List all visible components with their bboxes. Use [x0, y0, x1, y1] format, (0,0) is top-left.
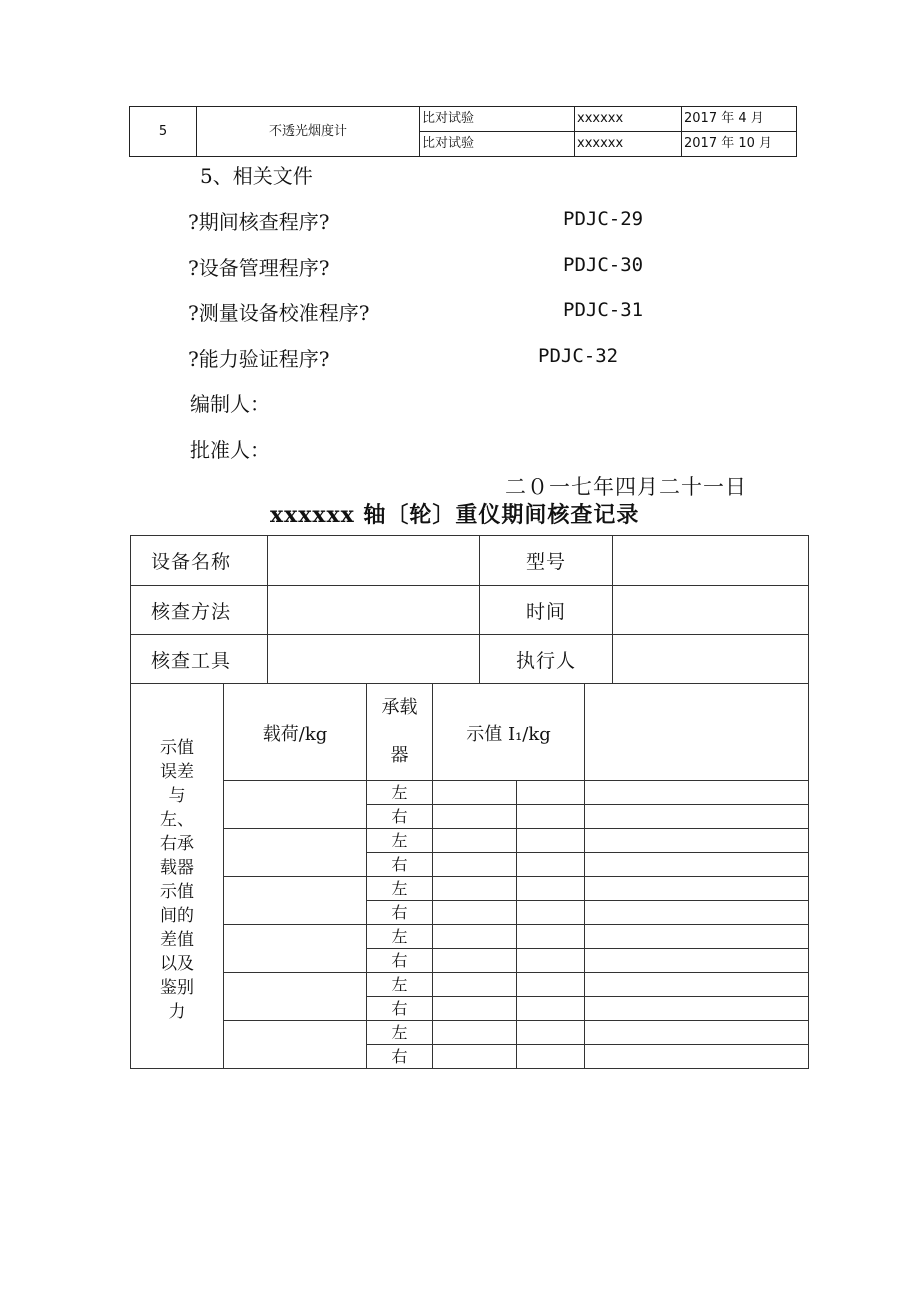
method-cell: 比对试验	[420, 107, 575, 132]
left-carrier: 左	[367, 829, 433, 853]
value-cell	[517, 949, 585, 973]
value-cell	[517, 805, 585, 829]
value-cell	[517, 997, 585, 1021]
value-cell	[517, 925, 585, 949]
left-carrier: 左	[367, 781, 433, 805]
load-cell	[224, 829, 367, 877]
value-cell	[517, 877, 585, 901]
side-label: 示值误差与左、右承载器示值间的差值以及鉴别力	[131, 684, 224, 1069]
row-index: 5	[130, 107, 197, 157]
value-cell	[433, 1021, 517, 1045]
device-name-field	[268, 536, 480, 586]
load-cell	[224, 925, 367, 973]
model-label: 型号	[480, 536, 613, 586]
document-code: PDJC-32	[538, 345, 619, 367]
model-field	[613, 536, 809, 586]
document-code: PDJC-30	[563, 254, 644, 276]
load-cell	[224, 877, 367, 925]
value-cell	[585, 781, 809, 805]
load-cell	[224, 1021, 367, 1069]
value-cell	[433, 877, 517, 901]
right-carrier: 右	[367, 1045, 433, 1069]
date-cell: 2017 年 10 月	[682, 132, 797, 157]
document-name: ?设备管理程序?	[188, 256, 330, 280]
document-code: PDJC-31	[563, 299, 644, 321]
value-cell	[585, 901, 809, 925]
document-name: ?能力验证程序?	[188, 347, 330, 371]
value-cell	[433, 853, 517, 877]
value-cell	[433, 829, 517, 853]
device-name: 不透光烟度计	[197, 107, 420, 157]
left-carrier: 左	[367, 925, 433, 949]
tool-cell: xxxxxx	[575, 107, 682, 132]
left-carrier: 左	[367, 1021, 433, 1045]
value-cell	[585, 1045, 809, 1069]
method-label: 核查方法	[131, 586, 268, 635]
document-entry	[188, 343, 619, 372]
tool-label: 核查工具	[131, 635, 268, 684]
load-header: 载荷/kg	[224, 684, 367, 781]
left-carrier: 左	[367, 877, 433, 901]
method-field	[268, 586, 480, 635]
value-cell	[585, 853, 809, 877]
record-info-table	[130, 535, 809, 684]
load-cell	[224, 973, 367, 1021]
value-cell	[517, 829, 585, 853]
carrier-header: 承载器	[367, 684, 433, 781]
value-cell	[433, 949, 517, 973]
right-carrier: 右	[367, 997, 433, 1021]
value-cell	[585, 925, 809, 949]
value-cell	[585, 1021, 809, 1045]
approved-by-label: 批准人：	[190, 438, 270, 462]
value-cell	[517, 973, 585, 997]
method-cell: 比对试验	[420, 132, 575, 157]
value-cell	[585, 829, 809, 853]
document-name: ?期间核查程序?	[188, 210, 330, 234]
executor-field	[613, 635, 809, 684]
value-cell	[517, 901, 585, 925]
record-title: xxxxxx 轴〔轮〕重仪期间核查记录	[270, 502, 640, 528]
value-cell	[433, 901, 517, 925]
value-cell	[433, 781, 517, 805]
time-field	[613, 586, 809, 635]
right-carrier: 右	[367, 805, 433, 829]
value-cell	[517, 1045, 585, 1069]
value-cell	[585, 877, 809, 901]
right-carrier: 右	[367, 949, 433, 973]
document-entry	[188, 297, 644, 326]
value-cell	[517, 1021, 585, 1045]
compiled-by-label: 编制人：	[190, 392, 270, 416]
document-code: PDJC-29	[563, 208, 644, 230]
indication-header: 示值 I₁/kg	[433, 684, 585, 781]
right-carrier: 右	[367, 853, 433, 877]
date-cell: 2017 年 4 月	[682, 107, 797, 132]
tool-field	[268, 635, 480, 684]
time-label: 时间	[480, 586, 613, 635]
section-title: 5、相关文件	[200, 164, 313, 188]
value-cell	[585, 973, 809, 997]
value-cell	[433, 997, 517, 1021]
indication-error-table	[130, 683, 809, 1069]
empty-header	[585, 684, 809, 781]
document-entry	[188, 252, 644, 281]
document-date: 二０一七年四月二十一日	[505, 475, 747, 499]
left-carrier: 左	[367, 973, 433, 997]
value-cell	[433, 805, 517, 829]
value-cell	[585, 805, 809, 829]
value-cell	[517, 853, 585, 877]
right-carrier: 右	[367, 901, 433, 925]
tool-cell: xxxxxx	[575, 132, 682, 157]
load-cell	[224, 781, 367, 829]
device-name-label: 设备名称	[131, 536, 268, 586]
value-cell	[433, 925, 517, 949]
value-cell	[433, 1045, 517, 1069]
document-entry	[188, 206, 644, 235]
executor-label: 执行人	[480, 635, 613, 684]
value-cell	[585, 949, 809, 973]
value-cell	[517, 781, 585, 805]
value-cell	[433, 973, 517, 997]
document-name: ?测量设备校准程序?	[188, 301, 370, 325]
equipment-table	[129, 106, 797, 157]
value-cell	[585, 997, 809, 1021]
